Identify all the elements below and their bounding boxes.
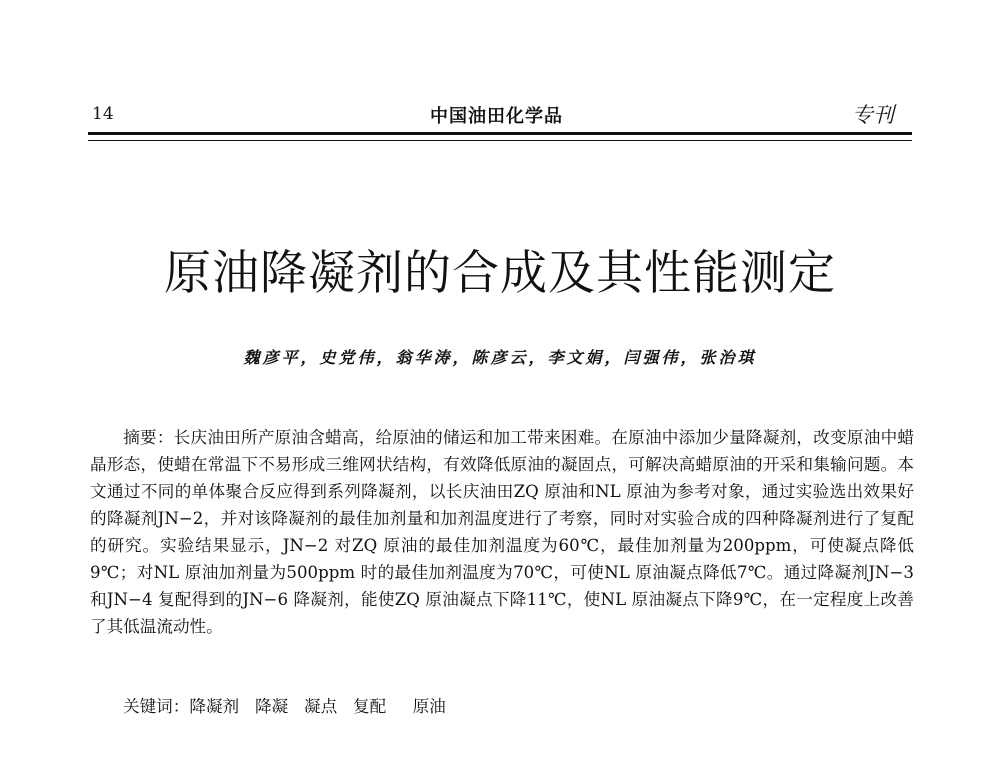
author-list: 魏彦平，史党伟，翁华涛，陈彦云，李文娟，闫强伟，张治琪 <box>243 348 757 367</box>
issue-label: 专刊 <box>852 103 894 127</box>
header-rule-thin <box>88 140 912 141</box>
page-number: 14 <box>92 104 114 124</box>
journal-name: 中国油田化学品 <box>430 106 563 127</box>
header-rule-thick <box>88 132 912 135</box>
keywords-line: 关键词：降凝剂 降凝 凝点 复配 原油 <box>123 697 446 716</box>
article-title: 原油降凝剂的合成及其性能测定 <box>164 246 836 301</box>
abstract-paragraph: 摘要：长庆油田所产原油含蜡高，给原油的储运和加工带来困难。在原油中添加少量降凝剂，改变原油中蜡晶形态，使蜡在常温下不易形成三维网状结构，有效降低原油的凝固点，可解决高蜡原油的开采和集输问题。本文通过不同的单体聚合反应得到系列降凝剂，以长庆油田ZQ 原油和NL 原油为参考对象，通过实验选出效果好的降凝剂JN−2，并对该降凝剂的最佳加剂量和加剂温度进行了考察，同时对实验合成的四种降凝剂进行了复配的研究。实验结果显示，JN−2 对ZQ 原油的最佳加剂温度为60℃，最佳加剂量为200ppm，可使凝点降低9℃；对NL 原油加剂量为500ppm 时的最佳加剂温度为70℃，可使NL 原油凝点降低7℃。通过降凝剂JN−3 和JN−4 复配得到的JN−6 降凝剂，能使ZQ 原油凝点下降11℃，使NL 原油凝点下降9℃，在一定程度上改善了其低温流动性。 <box>90 428 914 636</box>
